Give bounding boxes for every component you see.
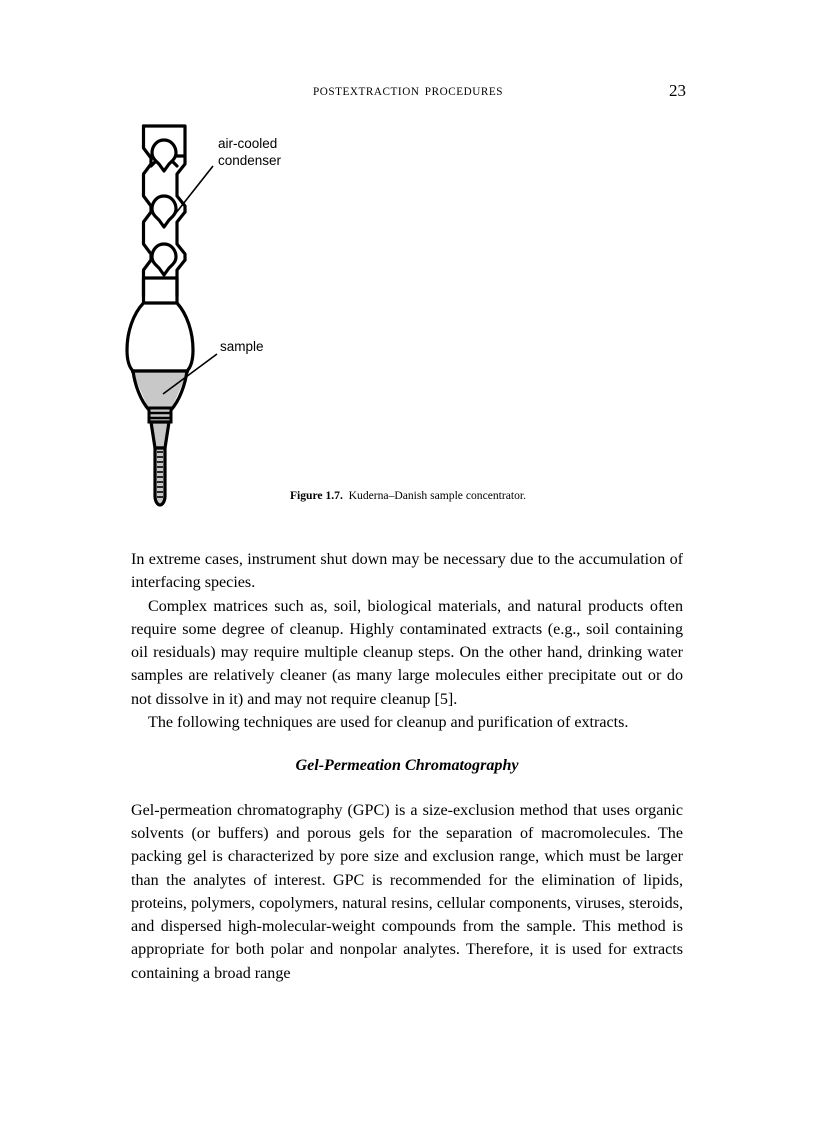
sample-fill-flask: [132, 371, 188, 410]
paragraph-2: Complex matrices such as, soil, biological materials, and natural products often require some degree of cleanup. Highly contaminated extracts (e.g., soil containing oil residuals) may require multiple cleanup steps. On the other hand, drinking water samples are relatively cleaner (as many large molecules either precipitate out or do not dissolve in it) and may not require cleanup [5].: [131, 597, 683, 708]
snyder-ball-valve-1: [152, 140, 176, 171]
ground-glass-joint-lower: [149, 408, 171, 422]
page-number: 23: [669, 81, 686, 100]
snyder-ball-valve-3: [152, 244, 176, 275]
paragraph-1: In extreme cases, instrument shut down may be necessary due to the accumulation of interfacing species.: [131, 551, 683, 592]
figure-caption-label: Figure 1.7.: [289, 489, 343, 502]
running-head-title: POSTEXTRACTION PROCEDURES: [312, 86, 504, 98]
joint-band-body: [149, 408, 171, 422]
apparatus-diagram: [125, 118, 691, 518]
body-text-column: [131, 548, 683, 985]
label-sample: sample: [220, 339, 264, 354]
flask-body-upper: [127, 303, 193, 371]
paragraph-3: The following techniques are used for cleanup and purification of extracts.: [148, 714, 629, 732]
label-air-cooled-condenser-line1: air-cooled: [218, 136, 278, 151]
receiver-tube-taper: [151, 422, 169, 448]
running-head: [133, 81, 686, 106]
label-air-cooled-condenser-line2: condenser: [218, 153, 282, 168]
figure-caption: [125, 489, 691, 502]
section-heading-gel-permeation-chromatography: Gel-Permeation Chromatography: [295, 757, 519, 775]
figure-kuderna-danish-concentrator: [125, 118, 691, 518]
paragraph-4: Gel-permeation chromatography (GPC) is a size-exclusion method that uses organic solvents (or buffers) and porous gels for the separation of macromolecules. The packing gel is characterized by pore size and exclusion range, which must be larger than the analytes of interest. GPC is recommended for the elimination of lipids, proteins, polymers, copolymers, natural resins, cellular components, viruses, steroids, and dispersed high-molecular-weight compounds from the sample. This method is appropriate for both polar and nonpolar analytes. Therefore, it is used for extracts containing a broad range: [131, 801, 683, 982]
figure-caption-text: Kuderna–Danish sample concentrator.: [348, 489, 527, 502]
snyder-ball-valve-2: [152, 196, 176, 227]
snyder-column-group: [144, 126, 186, 296]
joint-walls: [144, 278, 178, 303]
ground-glass-joint-upper: [144, 278, 178, 303]
